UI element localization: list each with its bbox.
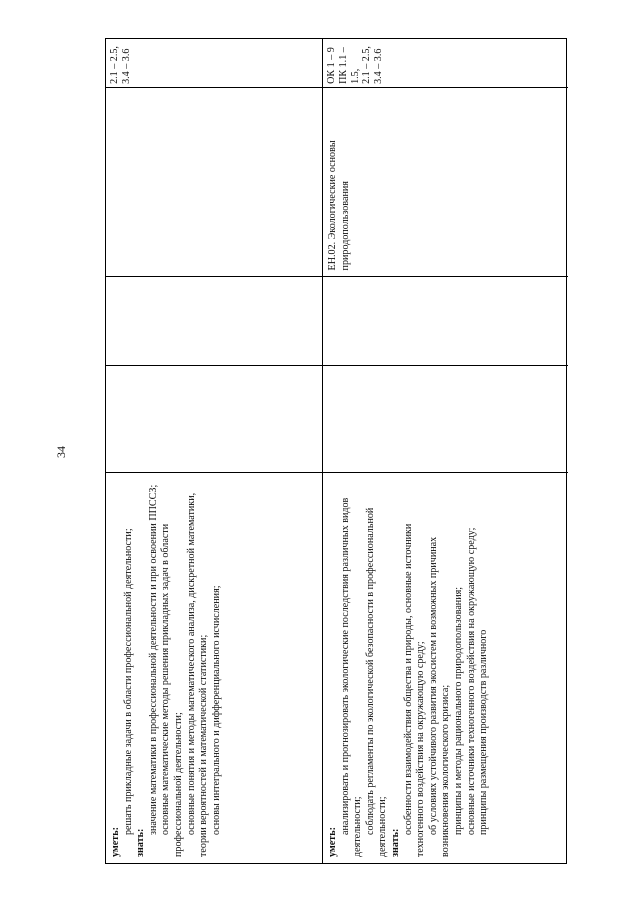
list-item: решать прикладные задачи в области профессиональной деятельности; — [122, 528, 134, 835]
empty-cell — [106, 276, 322, 365]
list-item: анализировать и прогнозировать экологические последствия различных видов деятельности; — [339, 497, 364, 857]
discipline-cell — [106, 87, 322, 277]
empty-cell — [323, 365, 568, 472]
list-item: соблюдать регламенты по экологической безопасности в профессиональной деятельности; — [364, 507, 389, 857]
section-heading: знать: — [389, 828, 401, 857]
knowledge-skills-text — [110, 479, 223, 857]
list-item: основные математические методы решения прикладных задач в области профессиональной деятельности; — [160, 523, 184, 857]
table-row — [323, 39, 568, 863]
page-number: 34 — [54, 446, 68, 458]
section-heading: уметь: — [327, 827, 338, 857]
list-item: значение математики в профессиональной деятельности и при освоении ППССЗ; — [147, 484, 159, 835]
empty-cell — [323, 276, 568, 365]
knowledge-skills-cell — [106, 472, 322, 863]
competency-codes: 2.1 – 2.5, 3.4 – 3.6 — [109, 46, 132, 84]
list-item: об условиях устойчивого развития экосистем и возможных причинах возникновения экологического кризиса; — [427, 536, 452, 857]
competency-table-wrapper — [105, 38, 567, 864]
table-row — [106, 39, 323, 863]
section-heading: знать: — [135, 828, 147, 857]
list-item: основы интегрального и дифференциального исчисления; — [210, 585, 222, 835]
empty-cell — [106, 365, 322, 472]
knowledge-skills-cell — [323, 472, 568, 863]
discipline-cell — [323, 87, 568, 277]
competency-codes-cell — [323, 39, 568, 87]
list-item: основные источники техногенного воздействия на окружающую среду; — [465, 527, 477, 835]
discipline-name: ЕН.02. Экологические основы природопользования — [327, 140, 351, 271]
knowledge-skills-text — [327, 479, 491, 857]
list-item: основные понятия и методы математического анализа, дискретной математики, теории вероятностей и математической статистики; — [185, 492, 210, 857]
competency-table — [105, 38, 567, 864]
list-item: принципы размещения производств различного — [478, 629, 490, 835]
list-item: принципы и методы рационального природопользования; — [452, 586, 464, 835]
section-heading: уметь: — [110, 827, 121, 857]
list-item: особенности взаимодействия общества и природы, основные источники техногенного воздействия на окружающую среду; — [402, 523, 427, 857]
competency-codes-cell — [106, 39, 322, 87]
competency-codes: ОК 1 – 9 ПК 1.1 – 1.5, 2.1 – 2.5, 3.4 – 3.6 — [326, 46, 385, 84]
